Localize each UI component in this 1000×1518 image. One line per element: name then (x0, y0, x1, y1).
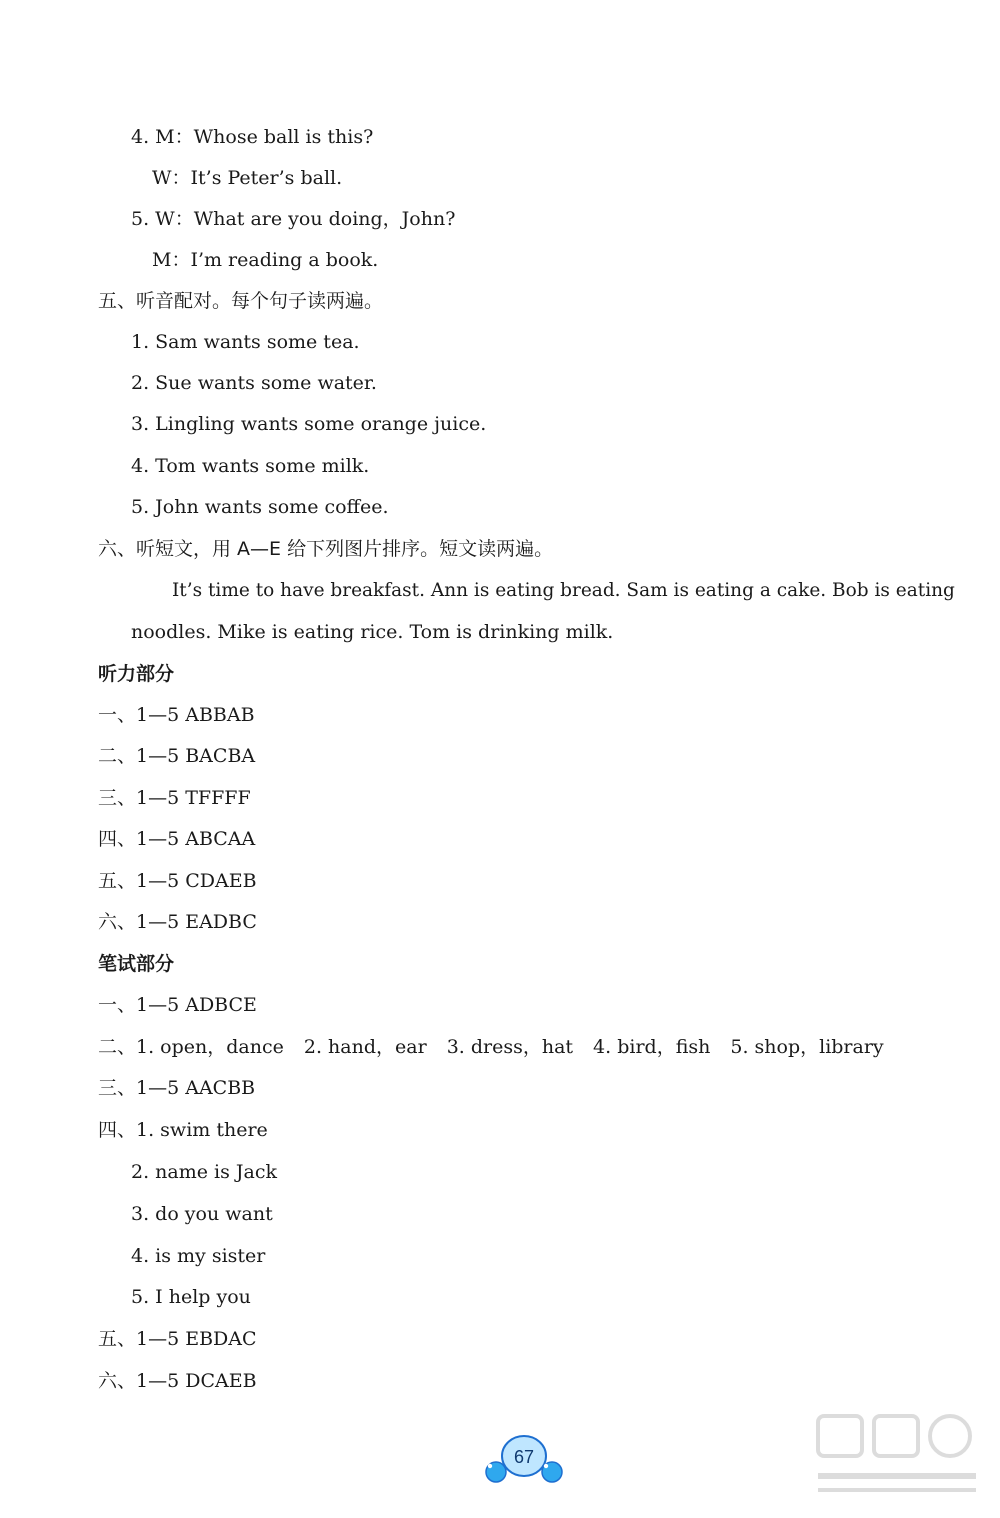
answer-line: 一、1—5 ABBAB (98, 704, 255, 726)
answer-line: 4. is my sister (131, 1245, 266, 1267)
answer-prefix: 四、 (98, 1119, 137, 1141)
passage-line: It’s time to have breakfast. Ann is eating bread. Sam is eating a cake. Bob is eating (172, 580, 955, 601)
answer-line: 三、1—5 AACBB (98, 1077, 256, 1099)
answer-part: 1. swim there (136, 1119, 268, 1141)
answer-line (98, 1118, 268, 1142)
watermark-icon (812, 1410, 982, 1500)
page-number-badge (478, 1428, 568, 1488)
dialogue-line: M：I’m reading a book. (152, 249, 379, 271)
dialogue-line: 4. M：Whose ball is this? (131, 126, 374, 148)
page-number-icon (478, 1428, 568, 1488)
answer-line: 5. I help you (131, 1286, 251, 1308)
dialogue-line: W：It’s Peter’s ball. (152, 167, 343, 189)
section-title: 听力部分 (98, 663, 175, 685)
section-heading: 六、听短文，用 A—E 给下列图片排序。短文读两遍。 (98, 538, 554, 560)
passage-line: noodles. Mike is eating rice. Tom is drinking milk. (131, 621, 614, 643)
list-item: 1. Sam wants some tea. (131, 331, 360, 353)
watermark-logo (812, 1410, 982, 1500)
answer-part: 5. shop，library (730, 1036, 884, 1058)
answer-line: 2. name is Jack (131, 1161, 277, 1183)
page-number: 67 (513, 1447, 535, 1467)
answer-line: 五、1—5 EBDAC (98, 1328, 257, 1350)
list-item: 5. John wants some coffee. (131, 496, 389, 518)
answer-line: 六、1—5 EADBC (98, 911, 257, 933)
answer-line (98, 1035, 884, 1059)
list-item: 4. Tom wants some milk. (131, 455, 370, 477)
answer-line: 一、1—5 ADBCE (98, 994, 257, 1016)
answer-part: 4. bird，fish (593, 1036, 711, 1058)
list-item: 3. Lingling wants some orange juice. (131, 413, 487, 435)
answer-line: 二、1—5 BACBA (98, 745, 256, 767)
answer-line: 五、1—5 CDAEB (98, 870, 257, 892)
answer-line: 六、1—5 DCAEB (98, 1370, 257, 1392)
answer-line: 三、1—5 TFFFF (98, 787, 251, 809)
list-item: 2. Sue wants some water. (131, 372, 377, 394)
answer-part: 3. dress，hat (446, 1036, 574, 1058)
section-title: 笔试部分 (98, 953, 175, 975)
answer-line: 四、1—5 ABCAA (98, 828, 256, 850)
answer-prefix: 二、 (98, 1036, 137, 1058)
dialogue-line: 5. W：What are you doing，John? (131, 208, 456, 230)
section-heading: 五、听音配对。每个句子读两遍。 (98, 290, 384, 312)
answer-part: 2. hand，ear (303, 1036, 427, 1058)
answer-part: 1. open，dance (136, 1036, 284, 1058)
answer-line: 3. do you want (131, 1203, 273, 1225)
